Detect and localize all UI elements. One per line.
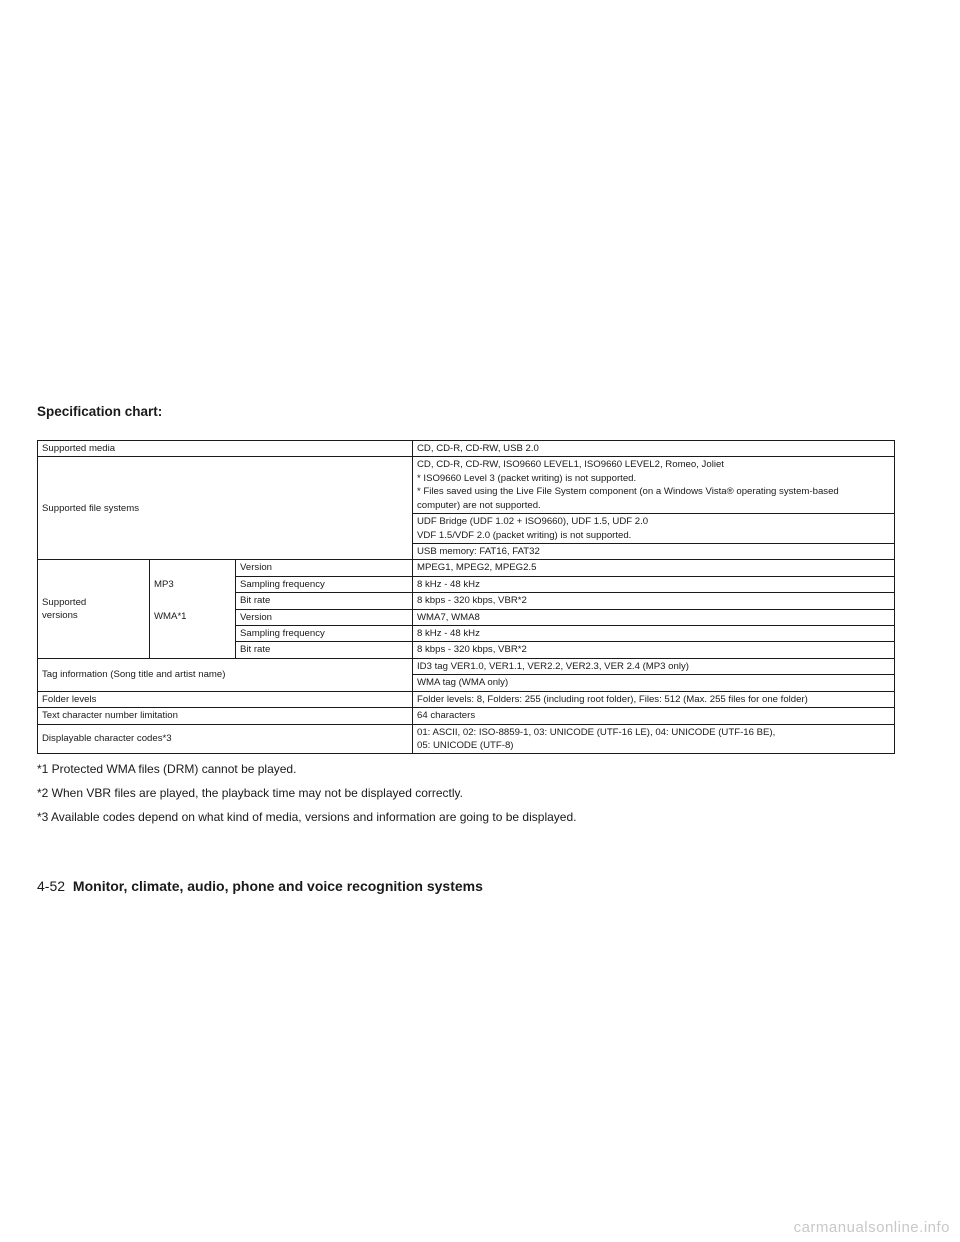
- supported-versions-line: versions: [42, 610, 78, 622]
- table-row: [38, 441, 895, 457]
- file-systems-line: * Files saved using the Live File System component (on a Windows Vista® operating system-based: [417, 486, 839, 498]
- folder-levels-label: Folder levels: [38, 691, 413, 707]
- footnotes: [37, 762, 917, 834]
- table-row: [38, 708, 895, 724]
- mp3-label: MP3: [150, 560, 236, 609]
- tag-info-label: Tag information (Song title and artist name): [38, 658, 413, 691]
- char-codes-label: Displayable character codes*3: [38, 724, 413, 754]
- file-systems-line: computer) are not supported.: [417, 499, 541, 511]
- wma-label: WMA*1: [150, 609, 236, 658]
- wma-bitrate-key: Bit rate: [236, 642, 413, 658]
- supported-media-label: Supported media: [38, 441, 413, 457]
- tag-info-value-2: WMA tag (WMA only): [413, 675, 895, 691]
- text-limit-value: 64 characters: [413, 708, 895, 724]
- footnote-3: *3 Available codes depend on what kind of media, versions and information are going to be displayed.: [37, 810, 577, 824]
- watermark-text: carmanualsonline.info: [793, 1219, 950, 1236]
- char-codes-line: 01: ASCII, 02: ISO-8859-1, 03: UNICODE (UTF-16 LE), 04: UNICODE (UTF-16 BE),: [417, 726, 776, 738]
- supported-media-value: CD, CD-R, CD-RW, USB 2.0: [413, 441, 895, 457]
- file-systems-label: Supported file systems: [38, 457, 413, 560]
- table-row: [38, 609, 895, 625]
- mp3-version-value: MPEG1, MPEG2, MPEG2.5: [413, 560, 895, 576]
- mp3-bitrate-value: 8 kbps - 320 kbps, VBR*2: [413, 593, 895, 609]
- mp3-sampling-key: Sampling frequency: [236, 576, 413, 592]
- supported-versions-line: Supported: [42, 596, 87, 608]
- page-title: Specification chart:: [37, 404, 163, 419]
- char-codes-value: [413, 724, 895, 754]
- wma-bitrate-value: 8 kbps - 320 kbps, VBR*2: [413, 642, 895, 658]
- page-footer: [37, 878, 483, 894]
- mp3-sampling-value: 8 kHz - 48 kHz: [413, 576, 895, 592]
- file-systems-line: UDF Bridge (UDF 1.02 + ISO9660), UDF 1.5, UDF 2.0: [417, 516, 649, 528]
- mp3-bitrate-key: Bit rate: [236, 593, 413, 609]
- file-systems-value-2: [413, 514, 895, 544]
- char-codes-line: 05: UNICODE (UTF-8): [417, 740, 514, 752]
- file-systems-line: CD, CD-R, CD-RW, ISO9660 LEVEL1, ISO9660 LEVEL2, Romeo, Joliet: [417, 459, 724, 471]
- tag-info-value-1: ID3 tag VER1.0, VER1.1, VER2.2, VER2.3, VER 2.4 (MP3 only): [413, 658, 895, 674]
- text-limit-label: Text character number limitation: [38, 708, 413, 724]
- wma-version-key: Version: [236, 609, 413, 625]
- wma-sampling-value: 8 kHz - 48 kHz: [413, 626, 895, 642]
- file-systems-value-3: USB memory: FAT16, FAT32: [413, 543, 895, 559]
- folder-levels-value: Folder levels: 8, Folders: 255 (including root folder), Files: 512 (Max. 255 files for one folder): [413, 691, 895, 707]
- table-row: [38, 724, 895, 754]
- page-number: 4-52: [37, 878, 66, 894]
- file-systems-line: * ISO9660 Level 3 (packet writing) is not supported.: [417, 472, 637, 484]
- section-title: Monitor, climate, audio, phone and voice recognition systems: [72, 878, 483, 894]
- footnote-2: *2 When VBR files are played, the playback time may not be displayed correctly.: [37, 786, 463, 800]
- supported-versions-label: [38, 560, 150, 659]
- table-row: [38, 457, 895, 514]
- table-row: [38, 691, 895, 707]
- file-systems-value-1: [413, 457, 895, 514]
- wma-version-value: WMA7, WMA8: [413, 609, 895, 625]
- table-row: [38, 560, 895, 576]
- mp3-version-key: Version: [236, 560, 413, 576]
- file-systems-line: VDF 1.5/VDF 2.0 (packet writing) is not supported.: [417, 529, 632, 541]
- footnote-1: *1 Protected WMA files (DRM) cannot be played.: [37, 762, 297, 776]
- wma-sampling-key: Sampling frequency: [236, 626, 413, 642]
- table-row: [38, 658, 895, 674]
- specification-table: [37, 440, 895, 754]
